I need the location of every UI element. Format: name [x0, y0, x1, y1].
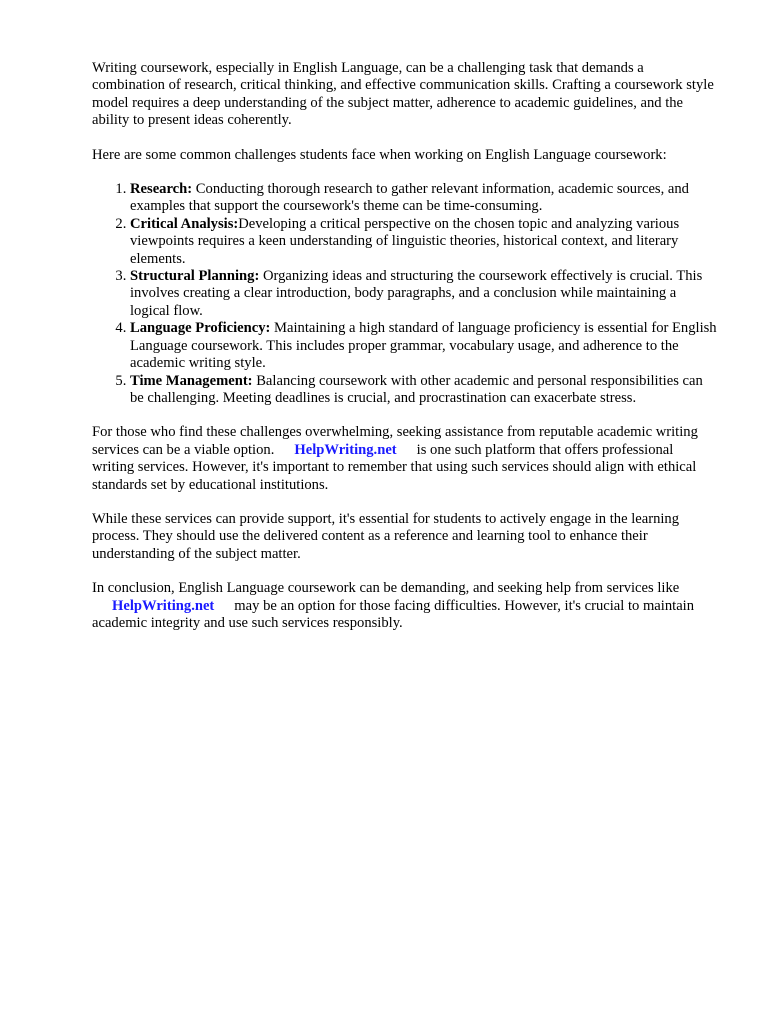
list-item-structural-planning [130, 268, 718, 320]
list-item-title: Critical Analysis: [130, 215, 239, 232]
helpwriting-link-conclusion[interactable]: HelpWriting.net [112, 597, 215, 614]
list-item-critical-analysis [130, 216, 718, 268]
list-item-text: Maintaining a high standard of language proficiency is essential for English Language coursework. This includes proper grammar, vocabulary usage, and adherence to the academic writing style. [130, 320, 717, 372]
helpwriting-link[interactable]: HelpWriting.net [294, 441, 397, 458]
intro-paragraph: Writing coursework, especially in English Language, can be a challenging task that demands a combination of research, critical thinking, and effective communication skills. Crafting a coursework style model requires a deep understanding of the subject matter, adherence to academic guidelines, and the ability to present ideas coherently. [92, 60, 714, 129]
document-page [92, 60, 718, 649]
list-item-research [130, 181, 718, 216]
challenges-intro-paragraph: Here are some common challenges students face when working on English Language coursework: [92, 146, 667, 163]
assistance-text-after: is one such platform that offers professional writing services. However, it's important to remember that using such services should align with ethical standards set by educational institutions. [92, 441, 697, 493]
assistance-paragraph [92, 424, 718, 494]
assistance-text-before: For those who find these challenges overwhelming, seeking assistance from reputable academic writing services can be a viable option. [92, 424, 698, 458]
conclusion-text-after: may be an option for those facing difficulties. However, it's crucial to maintain academic integrity and use such services responsibly. [92, 597, 695, 631]
list-item-text: Organizing ideas and structuring the coursework effectively is crucial. This involves creating a clear introduction, body paragraphs, and a conclusion while maintaining a logical flow. [130, 268, 703, 319]
list-item-title: Language Proficiency: [130, 320, 271, 337]
conclusion-paragraph [92, 580, 718, 632]
list-item-text: Balancing coursework with other academic and personal responsibilities can be challenging. Meeting deadlines is crucial, and procrastination can exacerbate stress. [130, 372, 703, 406]
list-item-text: Conducting thorough research to gather relevant information, academic sources, and examples that support the coursework's theme can be time-consuming. [130, 181, 689, 215]
engagement-paragraph: While these services can provide support, it's essential for students to actively engage in the learning process. They should use the delivered content as a reference and learning tool to enhance their understanding of the subject matter. [92, 510, 680, 562]
list-item-text: Developing a critical perspective on the chosen topic and analyzing various viewpoints requires a keen understanding of linguistic theories, historical context, and literary elements. [130, 215, 680, 267]
list-item-title: Research: [130, 181, 193, 198]
conclusion-text-before: In conclusion, English Language coursework can be demanding, and seeking help from services like [92, 580, 680, 597]
list-item-time-management [130, 373, 718, 408]
list-item-title: Structural Planning: [130, 268, 260, 285]
challenges-list [92, 181, 718, 407]
list-item-language-proficiency [130, 320, 718, 372]
list-item-title: Time Management: [130, 372, 253, 389]
